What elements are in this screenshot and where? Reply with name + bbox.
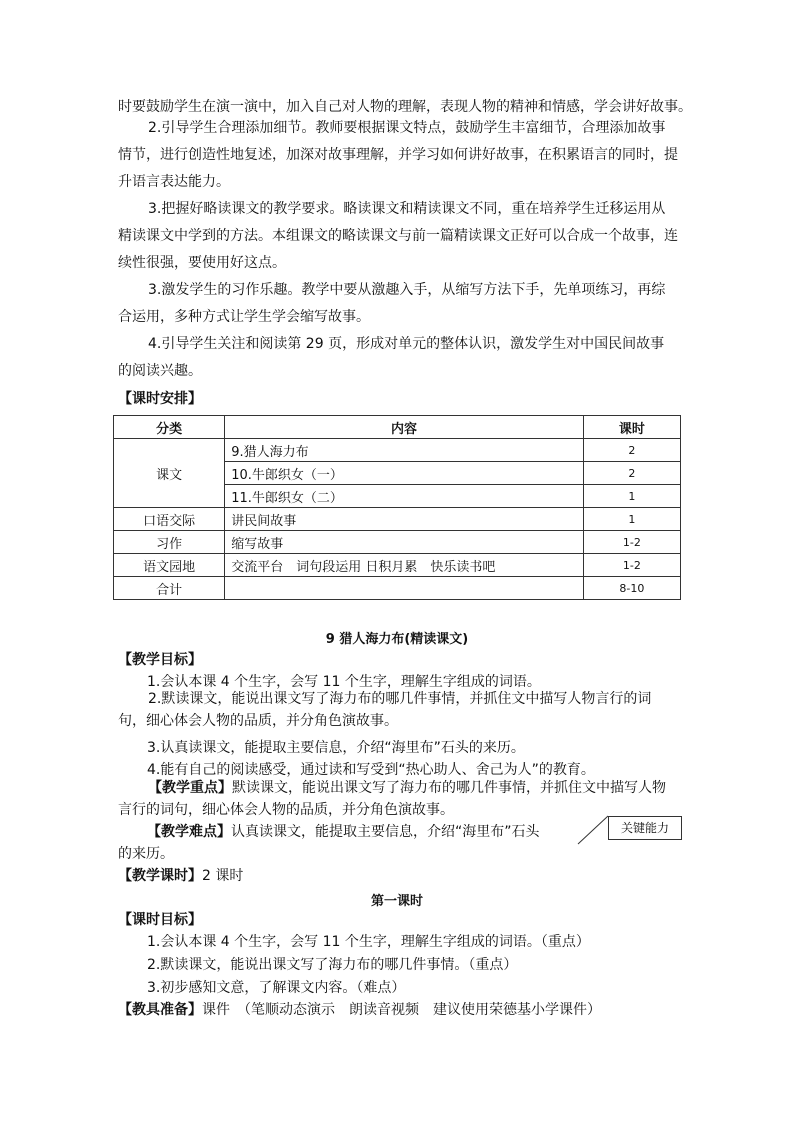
content-cell: 交流平台 词句段运用 日积月累 快乐读书吧 [225,554,584,577]
lesson-goal-2: 2.默读课文，能说出课文写了海力布的哪几件事情。（重点） [147,957,518,973]
goal-1: 1.会认本课 4 个生字，会写 11 个生字，理解生字组成的词语。 [147,674,541,690]
first-lesson-title: 第一课时 [370,894,423,909]
hours-cell: 1 [583,485,680,508]
table-row [114,554,681,577]
teaching-hours [118,867,243,885]
table-row [114,439,681,462]
hours-cell: 1-2 [583,531,680,554]
hours-cell: 1-2 [583,554,680,577]
teaching-prep [118,1001,601,1019]
goal-4: 4.能有自己的阅读感受，通过读和写受到“热心助人、舍己为人”的教育。 [147,762,595,778]
paragraph-3b: 3.激发学生的习作乐趣。教学中要从激趣入手，从缩写方法下手，先单项练习，再综合运用，多种方式让学生学会缩写故事。 [118,282,666,325]
difficulty-label: 【教学难点】 [147,824,231,840]
content-cell: 9.猎人海力布 [225,439,584,462]
paragraph-4: 4.引导学生关注和阅读第 29 页，形成对单元的整体认识，激发学生对中国民间故事的阅读兴趣。 [118,336,665,379]
key-label: 【教学重点】 [148,780,232,796]
prep-text: 课件 （笔顺动态演示 朗读音视频 建议使用荣德基小学课件） [202,1002,601,1018]
hours-cell: 1 [583,508,680,531]
paragraph-3a: 3.把握好略读课文的教学要求。略读课文和精读课文不同，重在培养学生迁移运用从精读课文中学到的方法。本组课文的略读课文与前一篇精读课文正好可以合成一个故事，连续性很强，要使用好这点。 [118,201,678,271]
key-text: 默读课文，能说出课文写了海力布的哪几件事情，并抓住文中描写人物言行的词句，细心体会人物的品质，并分角色演故事。 [118,780,666,818]
intro-line: 时要鼓励学生在演一演中，加入自己对人物的理解，表现人物的精神和情感，学会讲好故事。 [118,99,692,115]
category-cell: 口语交际 [114,508,225,531]
hours-label: 【教学课时】 [118,868,202,884]
lesson-title: 9 猎人海力布(精读课文) [325,632,469,647]
schedule-heading: 【课时安排】 [118,391,202,407]
total-content [225,577,584,600]
goals-heading: 【教学目标】 [118,652,202,668]
lesson-goal-1: 1.会认本课 4 个生字，会写 11 个生字，理解生字组成的词语。（重点） [147,934,590,950]
goal-3: 3.认真读课文，能提取主要信息，介绍“海里布”石头的来历。 [147,740,525,756]
hours-cell: 2 [583,439,680,462]
table-row [114,508,681,531]
header-hours: 课时 [583,416,680,439]
content-cell: 讲民间故事 [225,508,584,531]
hours-cell: 2 [583,462,680,485]
difficulty-tail: 的来历。 [118,846,174,862]
table-total-row [114,577,681,600]
difficulty [147,823,540,841]
category-cell: 语文园地 [114,554,225,577]
callout-line [577,815,610,845]
content-cell: 11.牛郎织女（二） [225,485,584,508]
lesson-goals-heading: 【课时目标】 [118,912,202,928]
prep-label: 【教具准备】 [118,1002,202,1018]
goal-2: 2.默读课文，能说出课文写了海力布的哪几件事情，并抓住文中描写人物言行的词句，细心体会人物的品质，并分角色演故事。 [118,691,652,729]
paragraph-2: 2.引导学生合理添加细节。教师要根据课文特点，鼓励学生丰富细节，合理添加故事情节，进行创造性地复述，加深对故事理解，并学习如何讲好故事，在积累语言的同时，提升语言表达能力。 [118,120,678,190]
header-category: 分类 [114,416,225,439]
total-label: 合计 [114,577,225,600]
category-text: 课文 [114,439,225,508]
table-row [114,531,681,554]
difficulty-text: 认真读课文，能提取主要信息，介绍“海里布”石头 [231,824,540,840]
category-cell: 习作 [114,531,225,554]
lesson-goal-3: 3.初步感知文意，了解课文内容。（难点） [147,980,406,996]
total-hours: 8-10 [583,577,680,600]
content-cell: 缩写故事 [225,531,584,554]
table-header-row [114,416,681,439]
hours-value: 2 课时 [202,868,244,884]
schedule-table [113,415,681,600]
key-ability-box: 关键能力 [608,816,682,840]
content-cell: 10.牛郎织女（一） [225,462,584,485]
header-content: 内容 [225,416,584,439]
